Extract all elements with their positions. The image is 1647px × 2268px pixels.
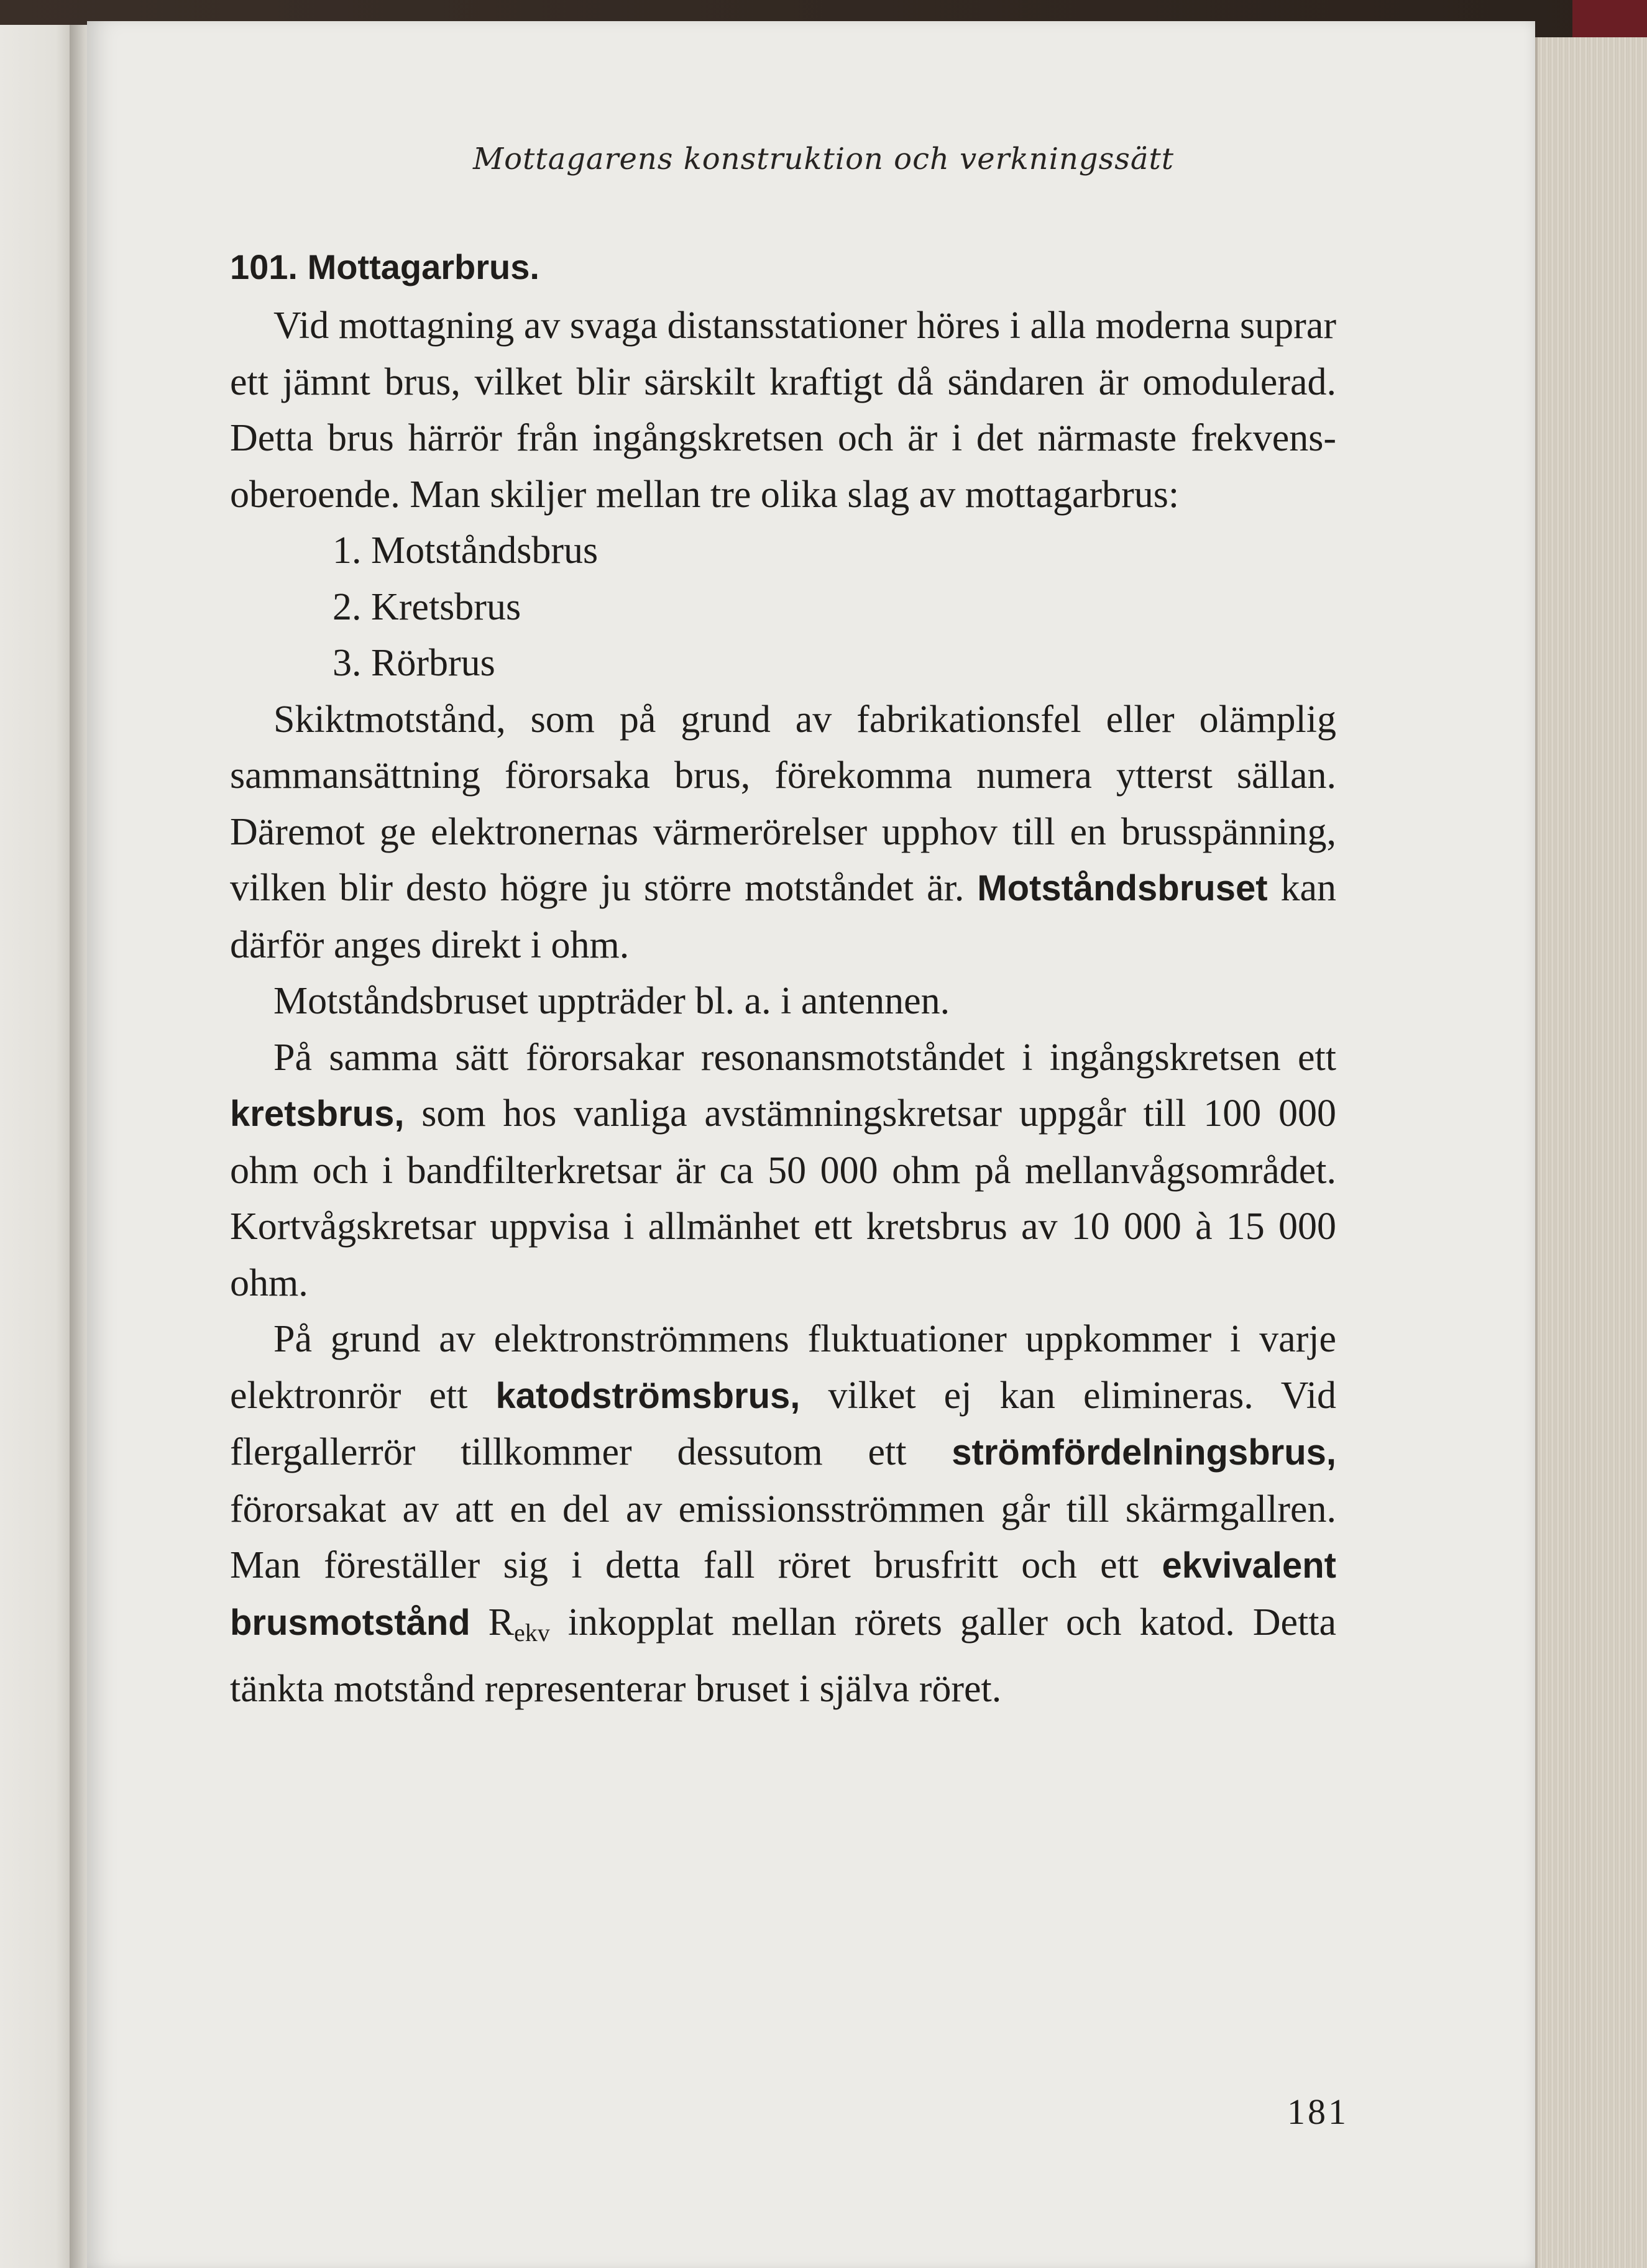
paragraph-5-text-a: På grund av elektronströmmens fluktuationer uppkommer i varje elektronrör ett bbox=[230, 1318, 1336, 1417]
running-head: Mottagarens konstruktion och verkningssätt bbox=[472, 142, 1175, 176]
paragraph-5 bbox=[230, 1311, 1336, 1717]
list-item: 3. Rörbrus bbox=[333, 642, 495, 684]
term-kretsbrus: kretsbrus, bbox=[230, 1094, 405, 1134]
paragraph-4-text-end: som hos vanliga avstämningskretsar uppgår till 100 000 ohm och i bandfilterkretsar är ca 50 000 ohm på mellanvågsområdet. Kortvågskretsar uppvisa i allmänhet ett kretsbrus av 10 000 à 15 000 ohm. bbox=[230, 1092, 1336, 1304]
left-page bbox=[0, 25, 71, 2268]
noise-type-list bbox=[230, 523, 1336, 692]
term-ekvivalent-brusmotstand: ekvivalent brusmotstånd bbox=[230, 1545, 1336, 1643]
paragraph-4-text: På samma sätt förorsakar resonansmotståndet i ingångskretsen ett bbox=[273, 1036, 1336, 1079]
paragraph-5-text-c: förorsakat av att en del av emissionsströmmen går till skärmgallren. Man föreställer sig i detta fall röret brusfritt och ett bbox=[230, 1488, 1336, 1586]
paragraph-5-text-d: inkopplat mellan rörets galler och katod. Detta tänkta motstånd representerar bruset i själva röret. bbox=[230, 1601, 1337, 1710]
section-number: 101. bbox=[230, 247, 298, 286]
body-text bbox=[230, 239, 1336, 1717]
paragraph-2 bbox=[230, 692, 1336, 974]
paragraph-5-text-b: vilket ej kan elimineras. Vid flergallerrör tillkommer dessutom ett bbox=[230, 1374, 1336, 1473]
paragraph-2-text: Skiktmotstånd, som på grund av fabrikationsfel eller olämplig sammansättning förorsaka brus, förekomma numera ytterst sällan. Däremot ge elektronernas värmerörelser upphov till en brusspänning, vilken blir desto högre ju större motståndet är. bbox=[230, 698, 1336, 909]
page-number: 181 bbox=[1287, 2092, 1349, 2132]
symbol-subscript: ekv bbox=[514, 1618, 550, 1647]
term-katodstromsbrus: katodströmsbrus, bbox=[495, 1375, 801, 1416]
paragraph-3: Motståndsbruset uppträder bl. a. i antennen. bbox=[273, 980, 950, 1022]
paragraph-2-text-end: kan därför anges direkt i ohm. bbox=[230, 867, 1336, 966]
page-edges bbox=[1535, 37, 1647, 2268]
section-heading bbox=[230, 239, 1336, 295]
section-title: Mottagarbrus. bbox=[307, 247, 539, 286]
list-item: 1. Motståndsbrus bbox=[333, 529, 599, 572]
paragraph-4 bbox=[230, 1030, 1336, 1312]
term-stromfordelningsbrus: strömfördelningsbrus, bbox=[952, 1432, 1336, 1473]
term-motstandsbruset: Motståndsbruset bbox=[977, 868, 1268, 908]
symbol-r: R bbox=[470, 1601, 515, 1644]
list-item: 2. Kretsbrus bbox=[333, 585, 521, 628]
paragraph-1: Vid mottagning av svaga distansstationer höres i alla moderna suprar ett jämnt brus, vilket blir särskilt kraftigt då sändaren är omodulerad. Detta brus härrör från ingångskretsen och är i det närmaste frekvensoberoende. Man skiljer mellan tre olika slag av mottagarbrus: bbox=[230, 304, 1336, 516]
